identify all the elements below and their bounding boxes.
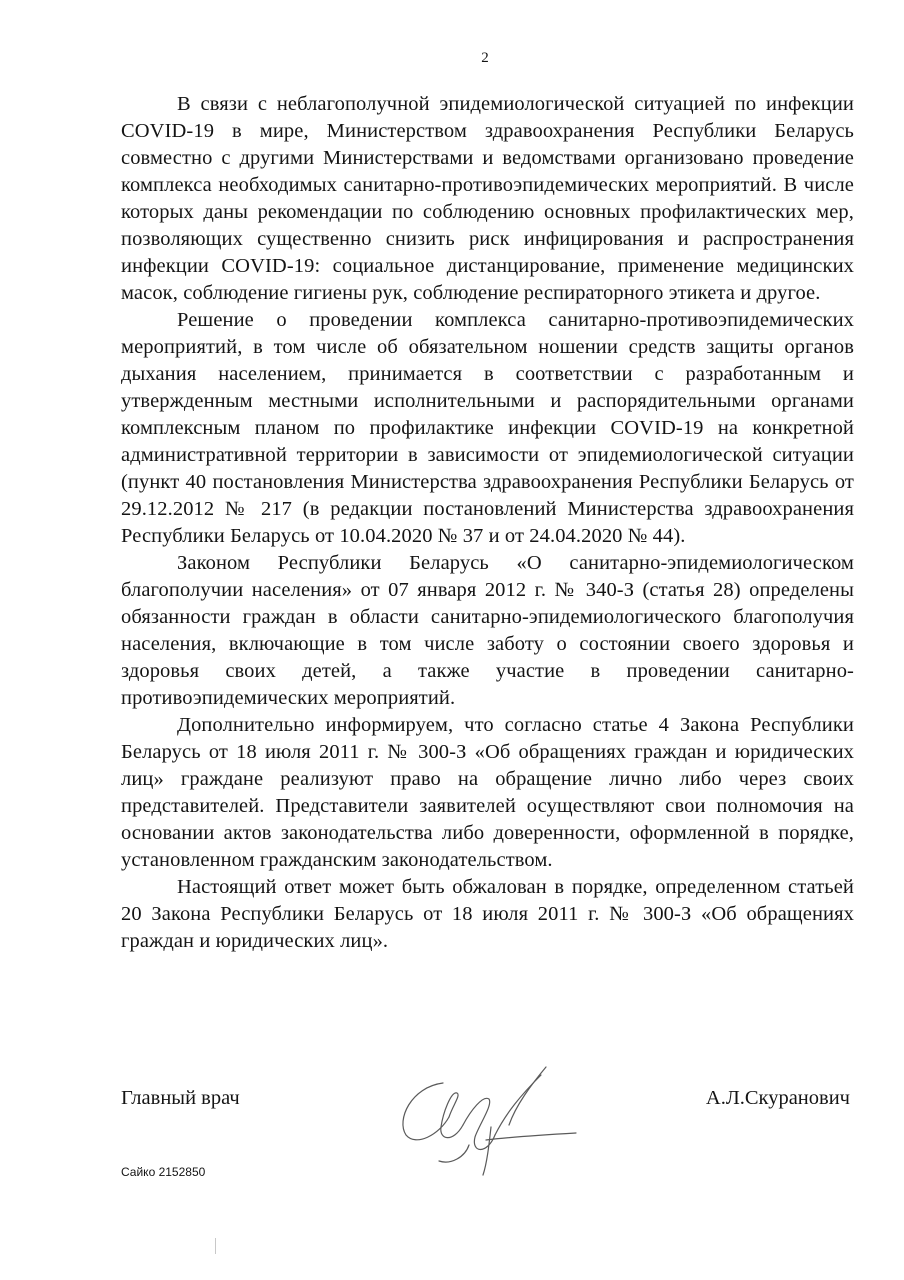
signatory-position: Главный врач	[121, 1087, 240, 1109]
paragraph-citizen-duties: Законом Республики Беларусь «О санитарно-эпидемиологическом благополучии населения» от 07 января 2012 г. № 340-З (статья 28) определены обязанности граждан в области санитарно-эпидемиологического благополучия населения, включающие в том числе заботу о состоянии своего здоровья и здоровья своих детей, а также участие в проведении санитарно-противоэпидемических мероприятий.	[121, 552, 854, 709]
document-reference: Сайко 2152850	[121, 1165, 206, 1179]
paragraph-representatives: Дополнительно информируем, что согласно статье 4 Закона Республики Беларусь от 18 июля 2011 г. № 300-З «Об обращениях граждан и юридических лиц» граждане реализуют право на обращение лично либо через своих представителей. Представители заявителей осуществляют свои полномочия на основании актов законодательства либо доверенности, оформленной в порядке, установленном гражданским законодательством.	[121, 714, 854, 871]
paragraph-decision-procedure: Решение о проведении комплекса санитарно-противоэпидемических мероприятий, в том числе об обязательном ношении средств защиты органов дыхания населением, принимается в соответствии с разработанным и утвержденным местными исполнительными и распорядительными органами комплексным планом по профилактике инфекции COVID-19 на конкретной административной территории в зависимости от эпидемиологической ситуации (пункт 40 постановления Министерства здравоохранения Республики Беларусь от 29.12.2012 № 217 (в редакции постановлений Министерства здравоохранения Республики Беларусь от 10.04.2020 № 37 и от 24.04.2020 № 44).	[121, 309, 854, 547]
letter-body	[121, 91, 854, 955]
paragraph-covid-measures: В связи с неблагополучной эпидемиологической ситуацией по инфекции COVID-19 в мире, Министерством здравоохранения Республики Беларусь совместно с другими Министерствами и ведомствами организовано проведение комплекса необходимых санитарно-противоэпидемических мероприятий. В числе которых даны рекомендации по соблюдению основных профилактических мер, позволяющих существенно снизить риск инфицирования и распространения инфекции COVID-19: социальное дистанцирование, применение медицинских масок, соблюдение гигиены рук, соблюдение респираторного этикета и другое.	[121, 93, 854, 304]
handwritten-signature-icon	[391, 1065, 591, 1180]
signatory-name: А.Л.Скуранович	[705, 1087, 850, 1109]
page-number: 2	[481, 50, 489, 66]
scan-margin-mark	[215, 1238, 216, 1254]
paragraph-appeal-notice: Настоящий ответ может быть обжалован в порядке, определенном статьей 20 Закона Республики Беларусь от 18 июля 2011 г. № 300-З «Об обращениях граждан и юридических лиц».	[121, 876, 854, 952]
signature-block	[121, 1065, 854, 1175]
